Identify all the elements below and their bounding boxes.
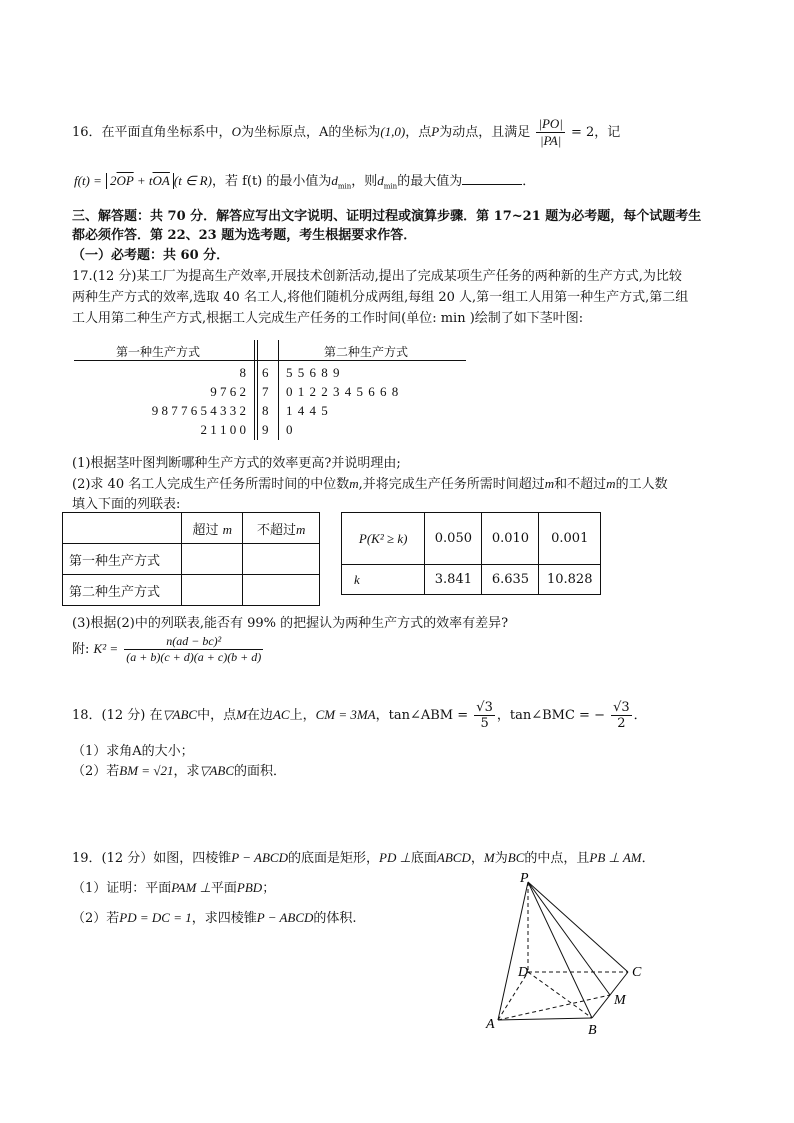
section3-line2: 都必须作答．第 22、23 题为选考题，考生根据要求作答． [72, 228, 417, 243]
table-cell [182, 575, 243, 606]
critical-value-table [341, 512, 601, 595]
table-row-label: P(K² ≥ k) [342, 513, 425, 565]
stem-row-right: 0 [286, 422, 293, 437]
q16-line1: 16．在平面直角坐标系中，O为坐标原点，A的坐标为(1,0)，点P为动点，且满足 $\frac{|PO|}{|PA|}$ = 2，记 [72, 116, 621, 148]
q17-part3: (3)根据(2)中的列联表,能否有 99% 的把握认为两种生产方式的效率有差异? [72, 616, 509, 631]
pyramid-figure [480, 868, 660, 1043]
q17-line3: 工人用第二种生产方式,根据工人完成生产任务的工作时间(单位: min )绘制了如下茎叶图: [72, 311, 584, 326]
stem-divider-right [278, 340, 279, 440]
q17-line2: 两种生产方式的效率,选取 40 名工人,将他们随机分成两组,每组 20 人,第一组工人用第一种生产方式,第二组 [72, 290, 689, 305]
stem-leaf-plot [74, 340, 468, 440]
q16-ratio-fraction: $\frac{|PO|}{|PA|}$ [538, 116, 563, 148]
section3-line1: 三、解答题：共 70 分．解答应写出文字说明、证明过程或演算步骤．第 17~21 题为必考题，每个试题考生 [72, 209, 702, 224]
table-cell [182, 544, 243, 575]
q17-line1: 17.(12 分)某工厂为提高生产效率,开展技术创新活动,提出了完成某项生产任务的两种新的生产方式,为比较 [72, 269, 682, 284]
table-cell: 10.828 [539, 565, 601, 595]
table-row-label: k [342, 565, 425, 595]
q17-part1: (1)根据茎叶图判断哪种生产方式的效率更高?并说明理由; [72, 456, 401, 471]
q19-part2: （2）若PD = DC = 1，求四棱锥P − ABCD的体积. [72, 910, 357, 926]
table-header: 不超过m [243, 513, 320, 544]
edge-pb [528, 882, 592, 1018]
stem-row-stem: 7 [262, 384, 269, 399]
contingency-table [62, 512, 320, 606]
stem-header-right: 第二种生产方式 [324, 345, 409, 359]
edge-pm [528, 882, 610, 995]
stem-row-stem: 8 [262, 403, 269, 418]
table-cell [243, 575, 320, 606]
table-row-label: 第一种生产方式 [63, 544, 182, 575]
stem-row-stem: 6 [262, 365, 269, 380]
q18-part2: （2）若BM = √21，求▽ABC的面积． [72, 763, 287, 779]
stem-row-right: 1 4 4 5 [286, 403, 328, 418]
q17-appendix: 附: K² = $\frac{\text{n(ad − bc)²}}{(a + b)(c + d)(a + c)(b + d)}$ [72, 634, 262, 664]
q19-line1: 19．(12 分）如图，四棱锥P − ABCD的底面是矩形，PD ⊥底面ABCD，M为BC的中点，且PB ⊥ AM． [72, 850, 655, 866]
stem-row-stem: 9 [262, 422, 269, 437]
stem-row-left: 9 7 6 2 [210, 384, 246, 399]
stem-row-left: 9 8 7 7 6 5 4 3 3 2 [151, 403, 246, 418]
stem-row-left: 2 1 1 0 0 [200, 422, 246, 437]
label-a: A [486, 1017, 495, 1032]
tan-bmc-fraction: $\frac{√3}{2}$ [613, 700, 630, 731]
edge-ab [498, 1018, 592, 1020]
stem-header-left: 第一种生产方式 [116, 345, 201, 359]
label-c: C [632, 965, 642, 980]
label-m: M [614, 993, 626, 1008]
section3-line3: （一）必考题：共 60 分． [72, 248, 230, 263]
stem-header-rule [74, 360, 466, 361]
stem-row-right: 5 5 6 8 9 [286, 365, 340, 380]
table-corner [63, 513, 182, 544]
table-cell: 0.050 [425, 513, 482, 565]
table-header: 超过 m [182, 513, 243, 544]
table-row-label: 第二种生产方式 [63, 575, 182, 606]
stem-row-right: 0 1 2 2 3 4 5 6 6 8 [286, 384, 399, 399]
q17-part2: (2)求 40 名工人完成生产任务所需时间的中位数m,并将完成生产任务所需时间超过m和不超过m的工人数 [72, 476, 668, 492]
edge-pc [528, 882, 628, 972]
table-cell [243, 544, 320, 575]
stem-row-left: 8 [239, 365, 246, 380]
q16-vector-norm: $2\overline{OP} + t\overline{OA}$ [106, 173, 174, 189]
q19-part1: （1）证明：平面PAM ⊥平面PBD； [72, 880, 276, 896]
table-cell: 6.635 [482, 565, 539, 595]
table-cell: 3.841 [425, 565, 482, 595]
edge-db [528, 972, 592, 1018]
label-p: P [520, 871, 529, 886]
k2-formula: $\frac{\text{n(ad − bc)²}}{(a + b)(c + d)(a + c)(b + d)}$ [126, 634, 262, 664]
edge-pa [498, 882, 528, 1020]
q16-line2: $f(t) = 2\overline{OP} + t\overline{OA}$ (t ∈ R)，若 f(t) 的最小值为$d_{min}$，则$d_{min}$的最大值为 ． [74, 173, 536, 191]
table-cell: 0.010 [482, 513, 539, 565]
answer-blank [462, 172, 522, 185]
tan-abm-fraction: $\frac{√3}{5}$ [476, 700, 493, 731]
q17-part2-cont: 填入下面的列联表: [72, 497, 181, 512]
label-b: B [588, 1023, 597, 1038]
label-d: D [518, 965, 529, 980]
q18-line1: 18．(12 分) 在▽ABC中，点M在边AC上，CM = 3MA，tan∠ABM = $\frac{√3}{5}$ ，tan∠BMC = − $\frac{√3}{2}$ ． [72, 700, 647, 731]
q18-part1: （1）求角A的大小； [72, 744, 194, 759]
table-cell: 0.001 [539, 513, 601, 565]
stem-divider [254, 340, 258, 440]
